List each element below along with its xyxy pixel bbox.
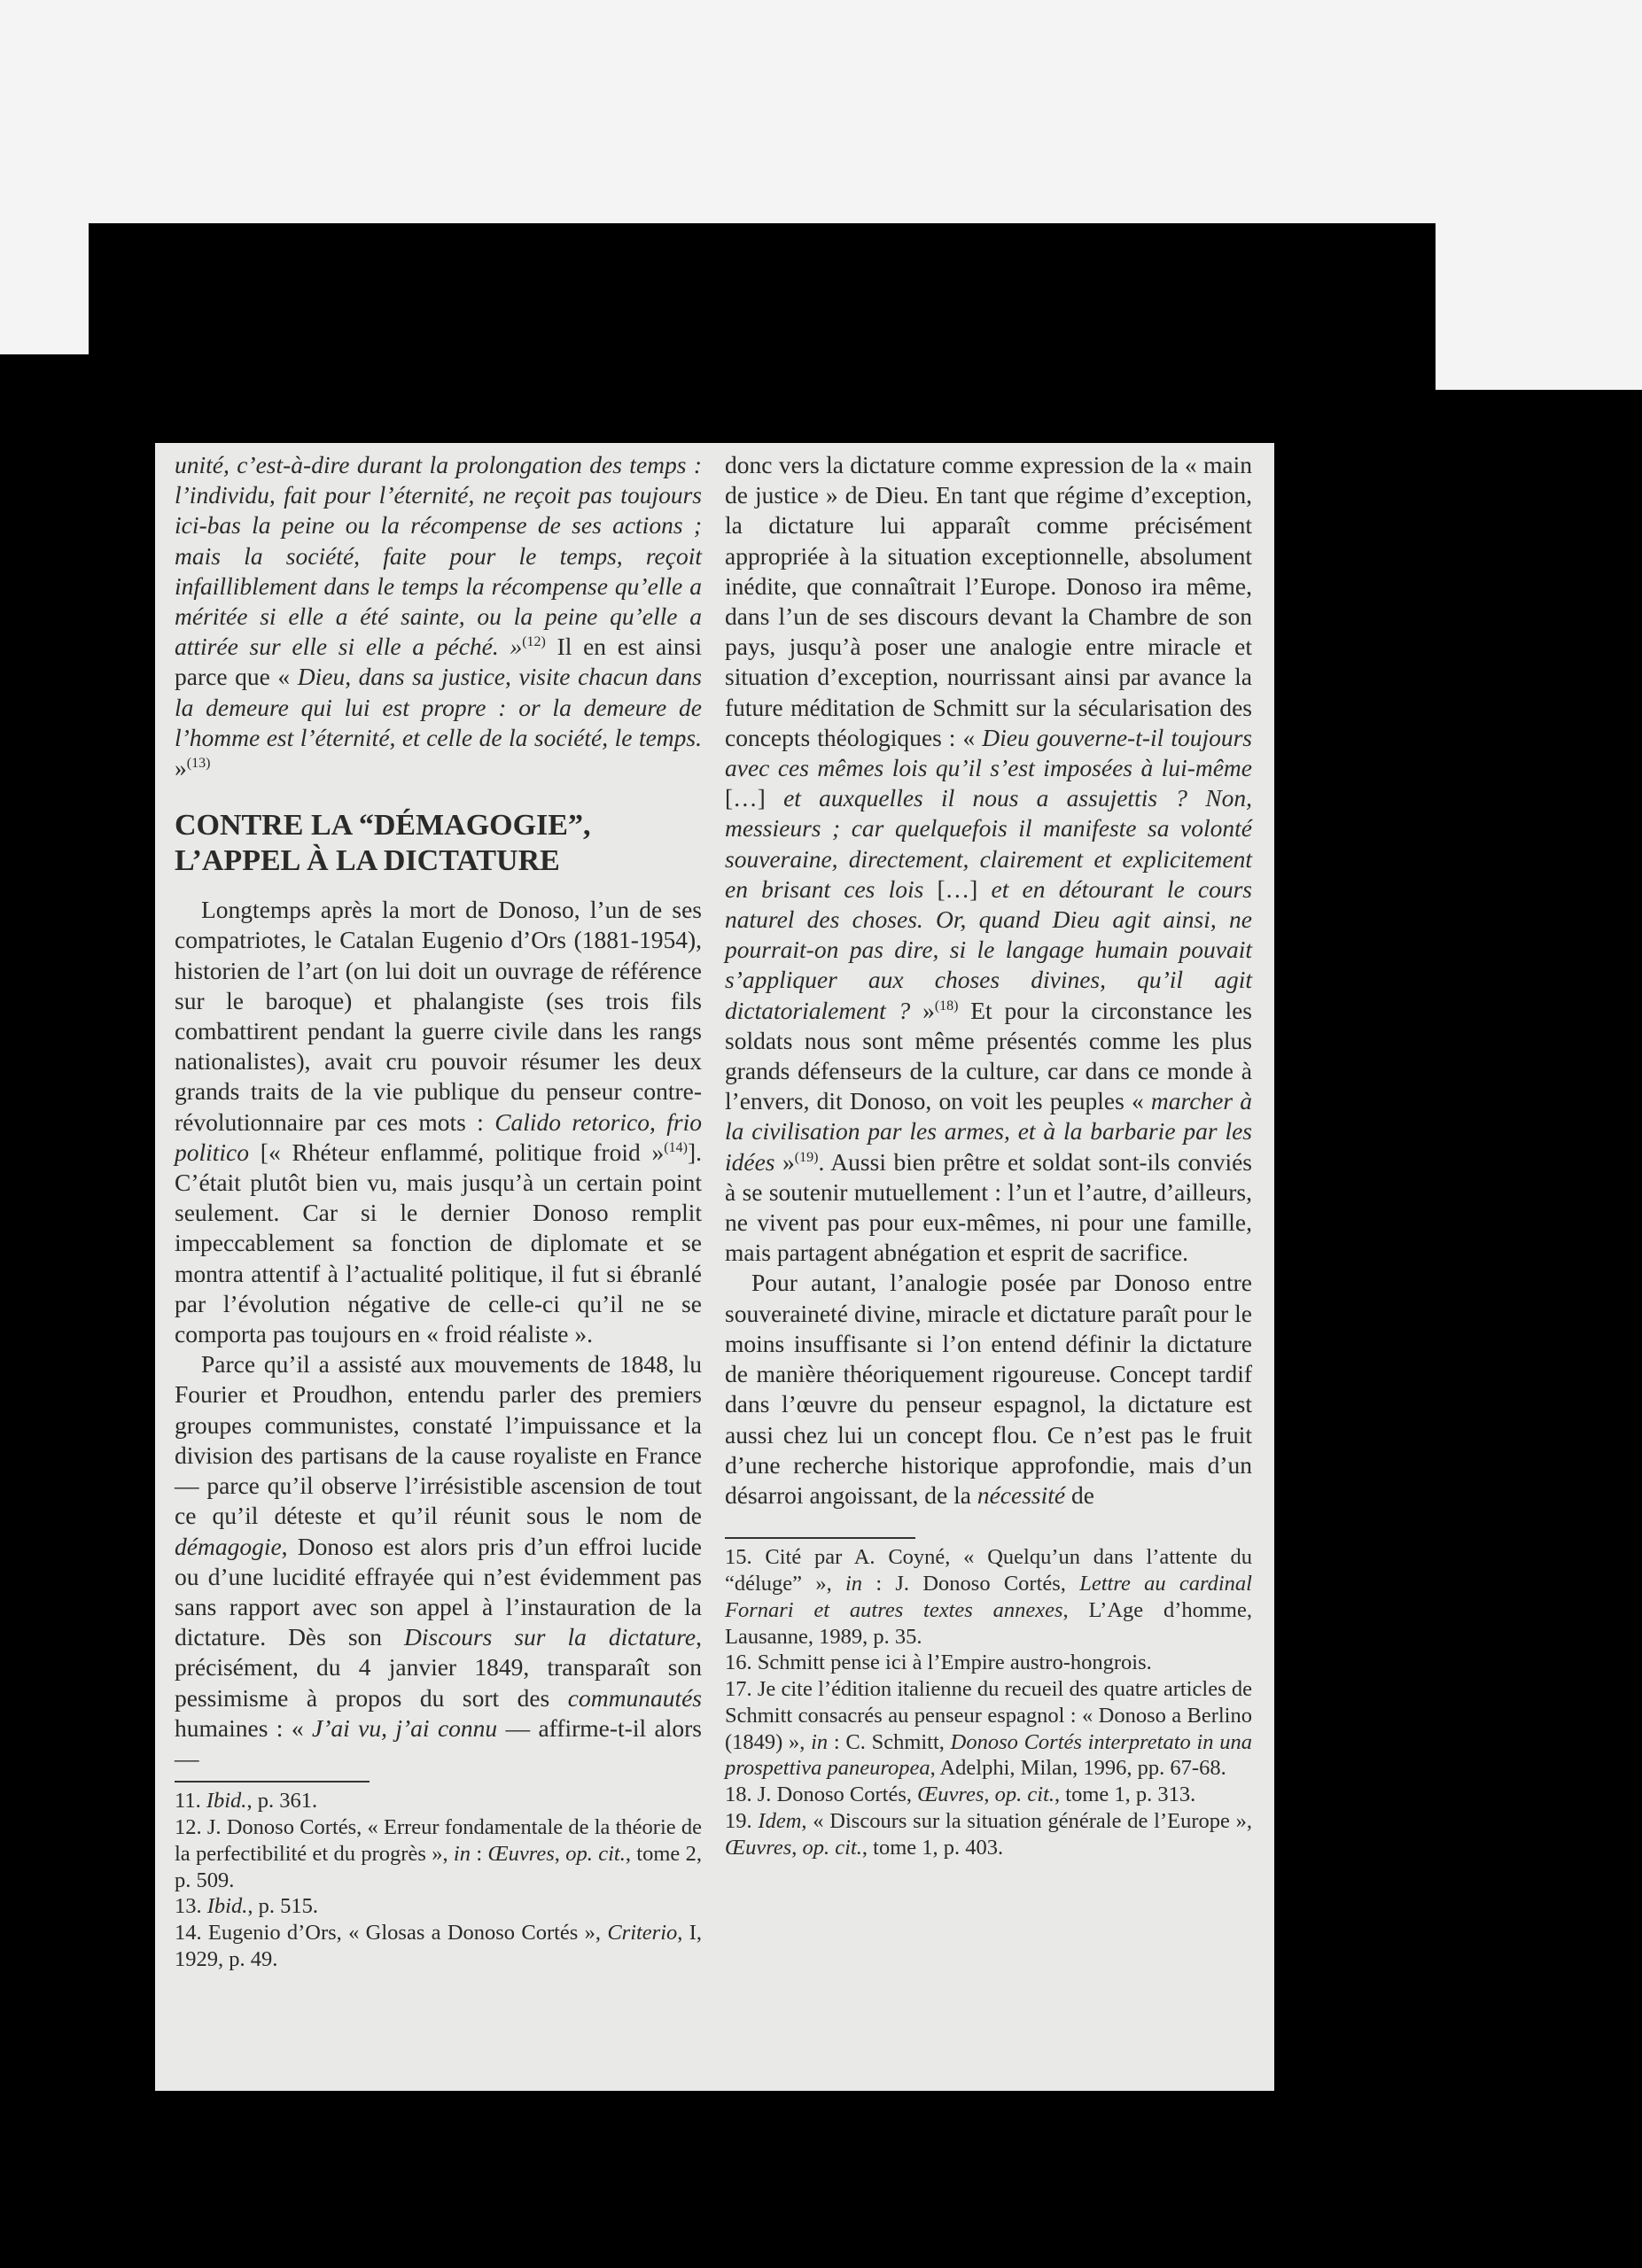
footnote-16: 16. Schmitt pense ici à l’Empire austro-hongrois. xyxy=(725,1651,1152,1675)
footnote-ref-13[interactable]: (13) xyxy=(186,755,211,771)
scan-margin-right xyxy=(1436,223,1642,390)
book-page xyxy=(155,443,1274,2091)
footnote-divider xyxy=(725,1537,915,1539)
footnotes-left xyxy=(175,1788,702,1973)
quote-paragraph: unité, c’est-à-dire durant la prolongation des temps : l’individu, fait pour l’éternité, ne reçoit pas toujours ici-bas la peine ou la récompense de ses actions ; mais la société, faite pour le temps, reçoit infailliblement dans le temps la récompense qu’elle a méritée si elle a été sainte, ou la peine qu’elle a attirée sur elle si elle a péché. »$^{(12)}$ Il en est ainsi parce que « Dieu, dans sa justice, visite chacun dans la demeure qui lui est propre : or la demeure de l’homme est l’éternité, et celle de la société, le temps. »$^{(13)}$ xyxy=(175,451,703,782)
scan-margin-top xyxy=(0,0,1642,223)
footnote-12: 12. J. Donoso Cortés, « Erreur fondamentale de la théorie de la perfectibilité et du progrès », in : Œuvres, op. cit., tome 2, p. 509. xyxy=(175,1814,702,1892)
body-paragraph-3: donc vers la dictature comme expression de la « main de justice » de Dieu. En tant que régime d’exception, la dictature lui apparaît comme précisément appropriée à la situation exceptionnelle, absolument inédite, que connaîtrait l’Europe. Donoso ira même, dans l’un de ses discours devant la Chambre de son pays, jusqu’à poser une analogie entre miracle et situation d’exception, nourrissant ainsi par avance la future méditation de Schmitt sur la sécularisation des concepts théologiques : « Dieu gouverne-t-il toujours avec ces mêmes lois qu’il s’est imposées à lui-même […] et auxquelles il nous a assujettis ? Non, messieurs ; car quelquefois il manifeste sa volonté souveraine, directement, clairement et explicitement en brisant ces lois […] et en détourant le cours naturel des choses. Or, quand Dieu agit ainsi, ne pourrait-on pas dire, si le langage humain pouvait s’appliquer aux choses divines, qu’il agit dictatorialement ? »$^{(18)}$ Et pour la circonstance les soldats nous sont même présentés comme les plus grands défenseurs de la culture, car dans ce monde à l’envers, dit Donoso, on voit les peuples « marcher à la civilisation par les armes, et à la barbarie par les idées »$^{(19)}$. Aussi bien prêtre et soldat sont-ils conviés à se soutenir mutuellement : l’un et l’autre, d’ailleurs, ne vivent pas pour eux-mêmes, ni pour une famille, mais partagent abnégation et esprit de sacrifice. xyxy=(725,451,1253,1267)
footnote-ref-14[interactable]: (14) xyxy=(664,1139,688,1155)
right-column xyxy=(725,450,1252,1861)
footnote-ref-12[interactable]: (12) xyxy=(522,634,546,650)
footnote-ref-18[interactable]: (18) xyxy=(934,998,959,1014)
footnote-15: 15. Cité par A. Coyné, « Quelqu’un dans l’attente du “déluge” », in : J. Donoso Cortés, Lettre au cardinal Fornari et autres textes annexes, L’Age d’homme, Lausanne, 1989, p. 35. xyxy=(725,1545,1252,1649)
scan-margin-left xyxy=(0,223,89,354)
left-column xyxy=(175,450,702,1973)
footnote-divider xyxy=(175,1781,370,1783)
footnote-14: 14. Eugenio d’Ors, « Glosas a Donoso Cortés », Criterio, I, 1929, p. 49. xyxy=(175,1921,702,1971)
footnote-11: 11. Ibid., p. 361. xyxy=(175,1789,318,1814)
body-paragraph-4: Pour autant, l’analogie posée par Donoso entre souveraineté divine, miracle et dictature paraît pour le moins insuffisante si l’on entend définir la dictature de manière théoriquement rigoureuse. Concept tardif dans l’œuvre du penseur espagnol, la dictature est aussi chez lui un concept flou. Ce n’est pas le fruit d’une recherche historique approfondie, mais d’un désarroi angoissant, de la nécessité de xyxy=(725,1269,1252,1509)
footnote-17: 17. Je cite l’édition italienne du recueil des quatre articles de Schmitt consacrés au penseur espagnol : « Donoso a Berlino (1849) », in : C. Schmitt, Donoso Cortés interpretato in una prospettiva paneuropea, Adelphi, Milan, 1996, pp. 67-68. xyxy=(725,1677,1252,1781)
footnotes-right xyxy=(725,1544,1252,1861)
body-paragraph-1: Longtemps après la mort de Donoso, l’un de ses compatriotes, le Catalan Eugenio d’Ors (1881-1954), historien de l’art (on lui doit un ouvrage de référence sur le baroque) et phalangiste (ses trois fils combattirent pendant la guerre civile dans les rangs nationalistes), avait cru pouvoir résumer les deux grands traits de la vie publique du penseur contre-révolutionnaire par ces mots : Calido retorico, frio politico [« Rhéteur enflammé, politique froid »$^{(14)}$]. C’était plutôt bien vu, mais jusqu’à un certain point seulement. Car si le dernier Donoso remplit impeccablement sa fonction de diplomate et se montra attentif à l’actualité politique, il fut si ébranlé par l’évolution négative de celle-ci qu’il ne se comporta pas toujours en « froid réaliste ». xyxy=(175,896,702,1348)
footnote-ref-19[interactable]: (19) xyxy=(794,1149,819,1165)
footnote-13: 13. Ibid., p. 515. xyxy=(175,1894,318,1919)
body-paragraph-2: Parce qu’il a assisté aux mouvements de 1848, lu Fourier et Proudhon, entendu parler des premiers groupes communistes, constaté l’impuissance et la division des partisans de la cause royaliste en France — parce qu’il observe l’irrésistible ascension de tout ce qu’il déteste et qu’il réunit sous le nom de démagogie, Donoso est alors pris d’un effroi lucide ou d’une lucidité effrayée qui n’est évidemment pas sans rapport avec son appel à l’instauration de la dictature. Dès son Discours sur la dictature, précisément, du 4 janvier 1849, transparaît son pessimisme à propos du sort des communautés humaines : « J’ai vu, j’ai connu — affirme-t-il alors — xyxy=(175,1350,703,1772)
section-heading: CONTRE LA “DÉMAGOGIE”, L’APPEL À LA DICTATURE xyxy=(175,809,591,878)
footnote-18: 18. J. Donoso Cortés, Œuvres, op. cit., tome 1, p. 313. xyxy=(725,1783,1196,1807)
footnote-19: 19. Idem, « Discours sur la situation générale de l’Europe », Œuvres, op. cit., tome 1, p. 403. xyxy=(725,1809,1253,1860)
